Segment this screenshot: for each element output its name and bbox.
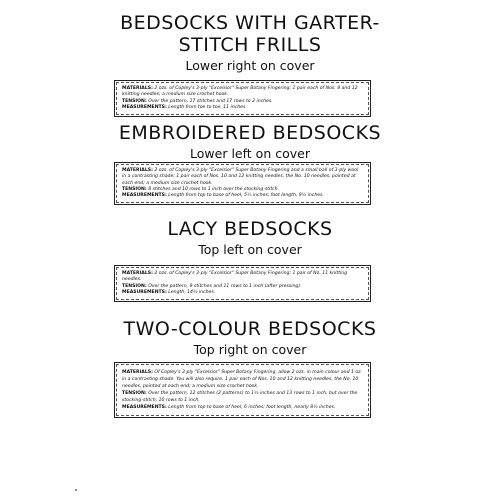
spec-label: TENSION:: [122, 283, 147, 289]
pattern-section-garter-frills: [0, 12, 500, 74]
spec-text: 2 ozs. of Copley's 3-ply "Excelsior" Super Botany Fingering and a small ball of 3-ply wool in a contrasting shade; 1 pair each of Nos. 10 and 12 knitting needles, the No. 10 needles, pointed at each end; a medium size crochet hook.: [122, 168, 359, 186]
materials-row: [122, 369, 363, 390]
spec-label: MATERIALS:: [122, 86, 153, 91]
spec-label: MATERIALS:: [122, 271, 153, 276]
spec-box: [114, 162, 371, 205]
spec-label: MATERIALS:: [122, 370, 153, 375]
cover-location: Lower left on cover: [190, 146, 310, 161]
spec-label: MEASUREMENTS:: [122, 193, 167, 199]
measurements-row: [122, 404, 363, 411]
pattern-title: [0, 318, 500, 340]
spec-text: 2 ozs. of Copley's 3-ply "Excelsior" Super Botany Fingering; 1 pair of No. 11 knitting needles.: [122, 271, 348, 283]
spec-text: Over the pattern, 9 stitches and 11 rows to 1 inch (after pressing).: [148, 283, 302, 289]
cover-location: Lower right on cover: [185, 58, 315, 73]
spec-label: MEASUREMENTS:: [122, 289, 167, 295]
spec-box: [114, 362, 371, 418]
spec-text: Length, 14½ inches.: [168, 289, 216, 295]
spec-text: Length from top to base of heel, 6 inches; foot length, nearly 8½ inches.: [168, 405, 336, 410]
spec-box: [114, 265, 371, 302]
measurements-row: [122, 193, 363, 199]
pattern-title: [0, 218, 500, 240]
spec-label: MEASUREMENTS:: [122, 104, 167, 110]
cover-location: Top right on cover: [193, 342, 307, 357]
spec-label: MEASUREMENTS:: [122, 405, 167, 410]
spec-text: Over the pattern, 12 stitches (2 patterns) to 1½ inches and 13 rows to 1 inch, but over the stocking-stitch, 10 rows to 1 inch.: [122, 391, 358, 403]
tension-row: [122, 390, 363, 404]
materials-row: [122, 271, 363, 284]
spec-label: TENSION:: [122, 186, 147, 192]
title-line: TWO-COLOUR BEDSOCKS: [123, 318, 377, 340]
title-line: BEDSOCKS WITH GARTER-: [120, 12, 380, 34]
pattern-title: [0, 12, 500, 56]
title-line: EMBROIDERED BEDSOCKS: [118, 122, 382, 144]
materials-row: [122, 168, 363, 187]
spec-text: Length from top to base of heel, 5½ inches; foot length, 9½ inches.: [168, 193, 324, 199]
spec-text: Length from toe to toe, 11 inches.: [168, 104, 247, 110]
title-line: STITCH FRILLS: [178, 34, 322, 56]
cover-location: Top left on cover: [198, 242, 302, 257]
spec-label: TENSION:: [122, 391, 147, 396]
materials-row: [122, 86, 363, 99]
measurements-row: [122, 105, 363, 111]
spec-text: Of Copley's 3-ply "Excelsior" Super Botany Fingering, allow 2 ozs. in main colour and 1 oz. in a contrasting shade. You will also require, 1 pair each of Nos. 10 and 12 knitting needles, the No. 10 needles, pointed at each end; a medium size crochet hook.: [122, 370, 363, 389]
pattern-section-lacy: [0, 218, 500, 258]
pattern-section-embroidered: [0, 122, 500, 162]
pattern-section-two-colour: [0, 318, 500, 358]
print-speck: [75, 489, 77, 491]
title-line: LACY BEDSOCKS: [167, 218, 333, 240]
measurements-row: [122, 290, 363, 296]
spec-label: MATERIALS:: [122, 168, 153, 173]
spec-label: TENSION:: [122, 98, 147, 104]
spec-text: 2 ozs. of Copley's 3-ply "Excelsior" Super Botany Fingering; 1 pair each of Nos. 8 and 12 knitting needles; a medium size crochet hook.: [122, 86, 358, 98]
spec-text: Over the pattern, 17 stitches and 17 rows to 2 inches.: [148, 98, 273, 104]
spec-box: [114, 80, 371, 117]
spec-text: 8 stitches and 10 rows to 1 inch over the stocking-stitch.: [148, 186, 280, 192]
pattern-title: [0, 122, 500, 144]
